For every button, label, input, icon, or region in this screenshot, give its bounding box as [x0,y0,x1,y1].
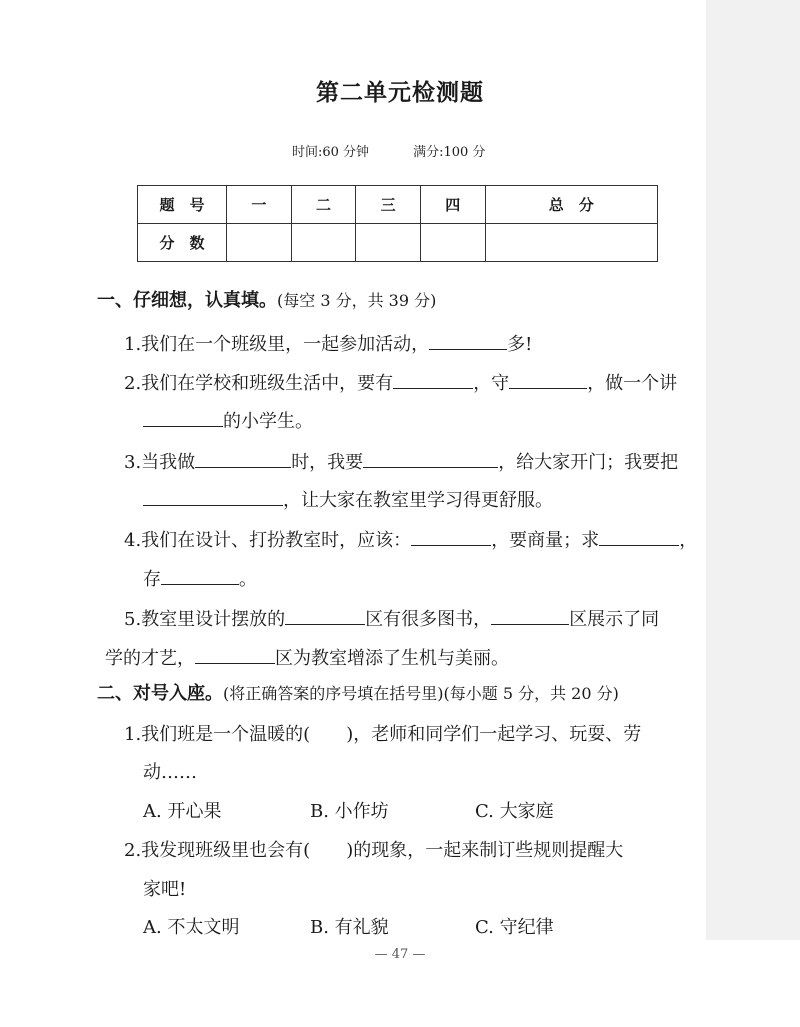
page-number: — 47 — [374,947,426,962]
answer-blank[interactable] [143,410,223,427]
score-header-cell: 题 号 [138,186,227,224]
score-row-label: 分 数 [138,224,227,262]
score-cell[interactable] [291,224,356,262]
exam-meta [292,141,529,160]
section1-note: (每空 3 分，共 39 分) [277,291,437,310]
question-2-2-cont: 家吧! [143,879,187,900]
answer-blank[interactable] [393,372,473,389]
section2-heading: 二、对号入座。(将正确答案的序号填在括号里)(每小题 5 分，共 20 分) [97,683,619,704]
score-cell[interactable] [420,224,485,262]
question-1-2: 2.我们在学校和班级生活中，要有 ，守 ，做一个讲 [124,373,678,394]
score-header-cell: 二 [291,186,356,224]
answer-blank[interactable] [509,372,587,389]
full-score: 满分:100 分 [413,145,486,160]
option-b[interactable]: B. 有礼貌 [310,917,389,938]
option-b[interactable]: B. 小作坊 [310,801,389,822]
score-table-score-row [138,224,658,262]
answer-blank[interactable] [161,568,239,585]
score-header-cell: 一 [227,186,292,224]
answer-blank[interactable] [411,529,491,546]
question-1-3: 3.当我做 时，我要 ，给大家开门；我要把 [124,452,679,473]
answer-blank[interactable] [363,451,498,468]
option-c[interactable]: C. 守纪律 [475,917,554,938]
question-2-1-options [143,803,554,821]
scan-edge-shadow [706,0,800,940]
question-2-1: 1.我们班是一个温暖的( )，老师和同学们一起学习、玩耍、劳 [124,724,642,745]
question-1-1: 1.我们在一个班级里，一起参加活动， 多! [124,334,533,355]
question-1-3-cont: ，让大家在教室里学习得更舒服。 [143,489,553,510]
option-a[interactable]: A. 开心果 [143,801,222,822]
answer-blank[interactable] [143,489,283,506]
answer-blank[interactable] [491,608,569,625]
score-cell[interactable] [227,224,292,262]
score-header-cell: 四 [420,186,485,224]
answer-blank[interactable] [599,529,679,546]
answer-blank[interactable] [195,647,275,664]
question-1-4-cont: 存 。 [143,569,257,590]
question-1-5: 5.教室里设计摆放的 区有很多图书， 区展示了同 [124,609,660,630]
score-header-cell: 总 分 [485,186,657,224]
score-cell[interactable] [485,224,657,262]
answer-blank[interactable] [195,451,291,468]
question-1-4: 4.我们在设计、打扮教室时，应该： ，要商量；求 ， [124,530,698,551]
section1-heading: 一、仔细想，认真填。(每空 3 分，共 39 分) [97,290,437,311]
question-2-1-cont: 动…… [143,762,197,783]
question-1-2-cont: 的小学生。 [143,410,313,431]
time-limit: 时间:60 分钟 [292,145,370,160]
score-cell[interactable] [356,224,421,262]
score-table [137,185,658,262]
section2-note: (将正确答案的序号填在括号里)(每小题 5 分，共 20 分) [223,684,619,703]
page-title: 第二单元检测题 [316,80,484,106]
option-a[interactable]: A. 不太文明 [143,917,240,938]
answer-blank[interactable] [429,333,507,350]
option-c[interactable]: C. 大家庭 [475,801,554,822]
question-2-2-options [143,919,554,937]
question-2-2: 2.我发现班级里也会有( )的现象，一起来制订些规则提醒大 [124,840,624,861]
answer-blank[interactable] [285,608,365,625]
score-table-header-row [138,186,658,224]
question-1-5-cont: 学的才艺， 区为教室增添了生机与美丽。 [105,648,509,669]
score-header-cell: 三 [356,186,421,224]
